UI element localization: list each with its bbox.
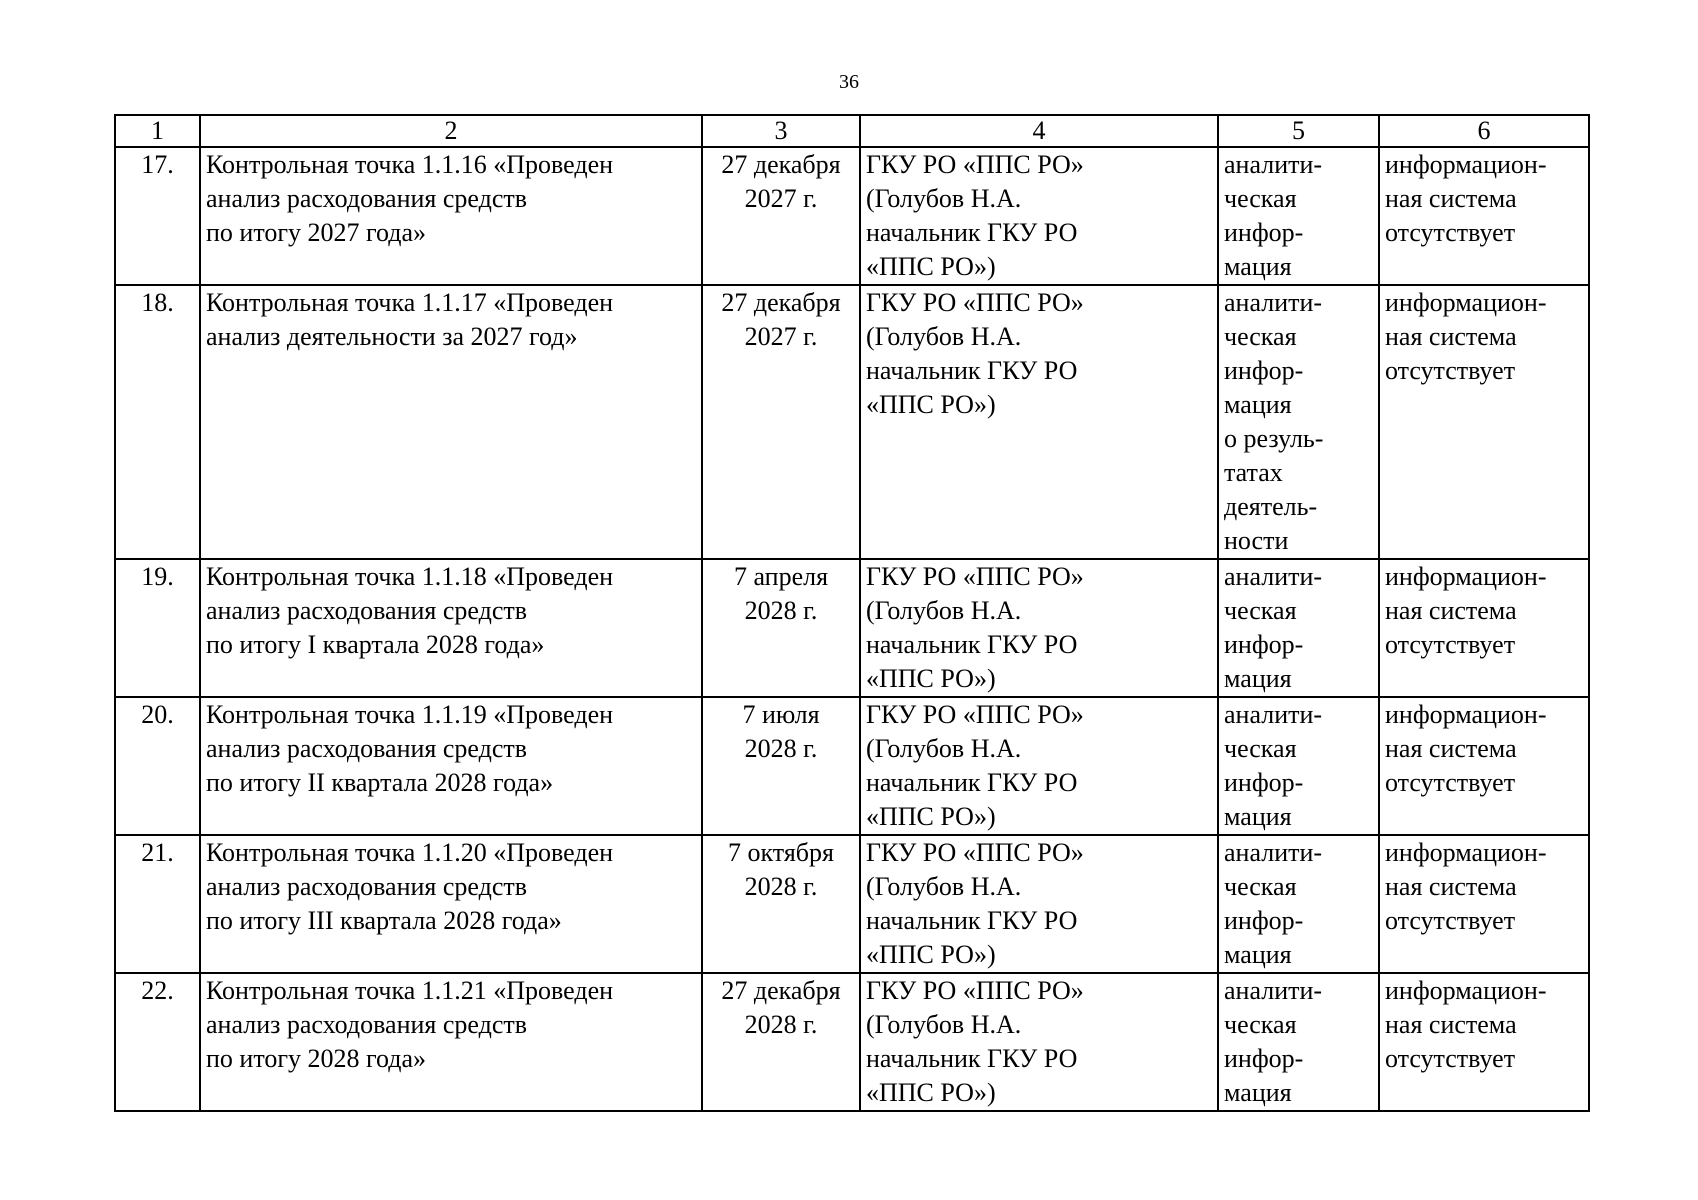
row-number: 18.	[115, 285, 200, 559]
row-number: 17.	[115, 147, 200, 285]
deadline-date: 7 октября 2028 г.	[702, 835, 860, 973]
column-header: 5	[1218, 115, 1379, 147]
row-number: 21.	[115, 835, 200, 973]
information-system: информацион- ная система отсутствует	[1379, 147, 1589, 285]
document-type: аналити- ческая инфор- мация	[1218, 559, 1379, 697]
responsible-executor: ГКУ РО «ППС РО» (Голубов Н.А. начальник ГКУ РО «ППС РО»)	[860, 559, 1218, 697]
column-header: 2	[200, 115, 702, 147]
document-type: аналити- ческая инфор- мация	[1218, 697, 1379, 835]
deadline-date: 27 декабря 2028 г.	[702, 973, 860, 1111]
responsible-executor: ГКУ РО «ППС РО» (Голубов Н.А. начальник ГКУ РО «ППС РО»)	[860, 285, 1218, 559]
information-system: информацион- ная система отсутствует	[1379, 835, 1589, 973]
table-row	[115, 559, 1589, 697]
responsible-executor: ГКУ РО «ППС РО» (Голубов Н.А. начальник ГКУ РО «ППС РО»)	[860, 973, 1218, 1111]
information-system: информацион- ная система отсутствует	[1379, 973, 1589, 1111]
column-header: 1	[115, 115, 200, 147]
document-type: аналити- ческая инфор- мация	[1218, 147, 1379, 285]
deadline-date: 7 апреля 2028 г.	[702, 559, 860, 697]
deadline-date: 27 декабря 2027 г.	[702, 285, 860, 559]
information-system: информацион- ная система отсутствует	[1379, 559, 1589, 697]
control-point-description: Контрольная точка 1.1.18 «Проведен анализ расходования средств по итогу I квартала 2028 года»	[200, 559, 702, 697]
control-point-description: Контрольная точка 1.1.16 «Проведен анализ расходования средств по итогу 2027 года»	[200, 147, 702, 285]
document-type: аналити- ческая инфор- мация	[1218, 973, 1379, 1111]
document-type: аналити- ческая инфор- мация	[1218, 835, 1379, 973]
control-points-table	[114, 114, 1590, 1112]
table-row	[115, 285, 1589, 559]
table-row	[115, 697, 1589, 835]
row-number: 19.	[115, 559, 200, 697]
control-point-description: Контрольная точка 1.1.21 «Проведен анализ расходования средств по итогу 2028 года»	[200, 973, 702, 1111]
document-type: аналити- ческая инфор- мация о резуль- татах деятель- ности	[1218, 285, 1379, 559]
table-header-row	[115, 115, 1589, 147]
table-row	[115, 835, 1589, 973]
control-point-description: Контрольная точка 1.1.17 «Проведен анализ деятельности за 2027 год»	[200, 285, 702, 559]
deadline-date: 7 июля 2028 г.	[702, 697, 860, 835]
control-point-description: Контрольная точка 1.1.20 «Проведен анализ расходования средств по итогу III квартала 2028 года»	[200, 835, 702, 973]
responsible-executor: ГКУ РО «ППС РО» (Голубов Н.А. начальник ГКУ РО «ППС РО»)	[860, 697, 1218, 835]
column-header: 6	[1379, 115, 1589, 147]
page-number: 36	[839, 71, 859, 93]
responsible-executor: ГКУ РО «ППС РО» (Голубов Н.А. начальник ГКУ РО «ППС РО»)	[860, 835, 1218, 973]
deadline-date: 27 декабря 2027 г.	[702, 147, 860, 285]
responsible-executor: ГКУ РО «ППС РО» (Голубов Н.А. начальник ГКУ РО «ППС РО»)	[860, 147, 1218, 285]
table-row	[115, 973, 1589, 1111]
column-header: 4	[860, 115, 1218, 147]
information-system: информацион- ная система отсутствует	[1379, 697, 1589, 835]
row-number: 22.	[115, 973, 200, 1111]
column-header: 3	[702, 115, 860, 147]
control-point-description: Контрольная точка 1.1.19 «Проведен анализ расходования средств по итогу II квартала 2028 года»	[200, 697, 702, 835]
table-row	[115, 147, 1589, 285]
information-system: информацион- ная система отсутствует	[1379, 285, 1589, 559]
row-number: 20.	[115, 697, 200, 835]
